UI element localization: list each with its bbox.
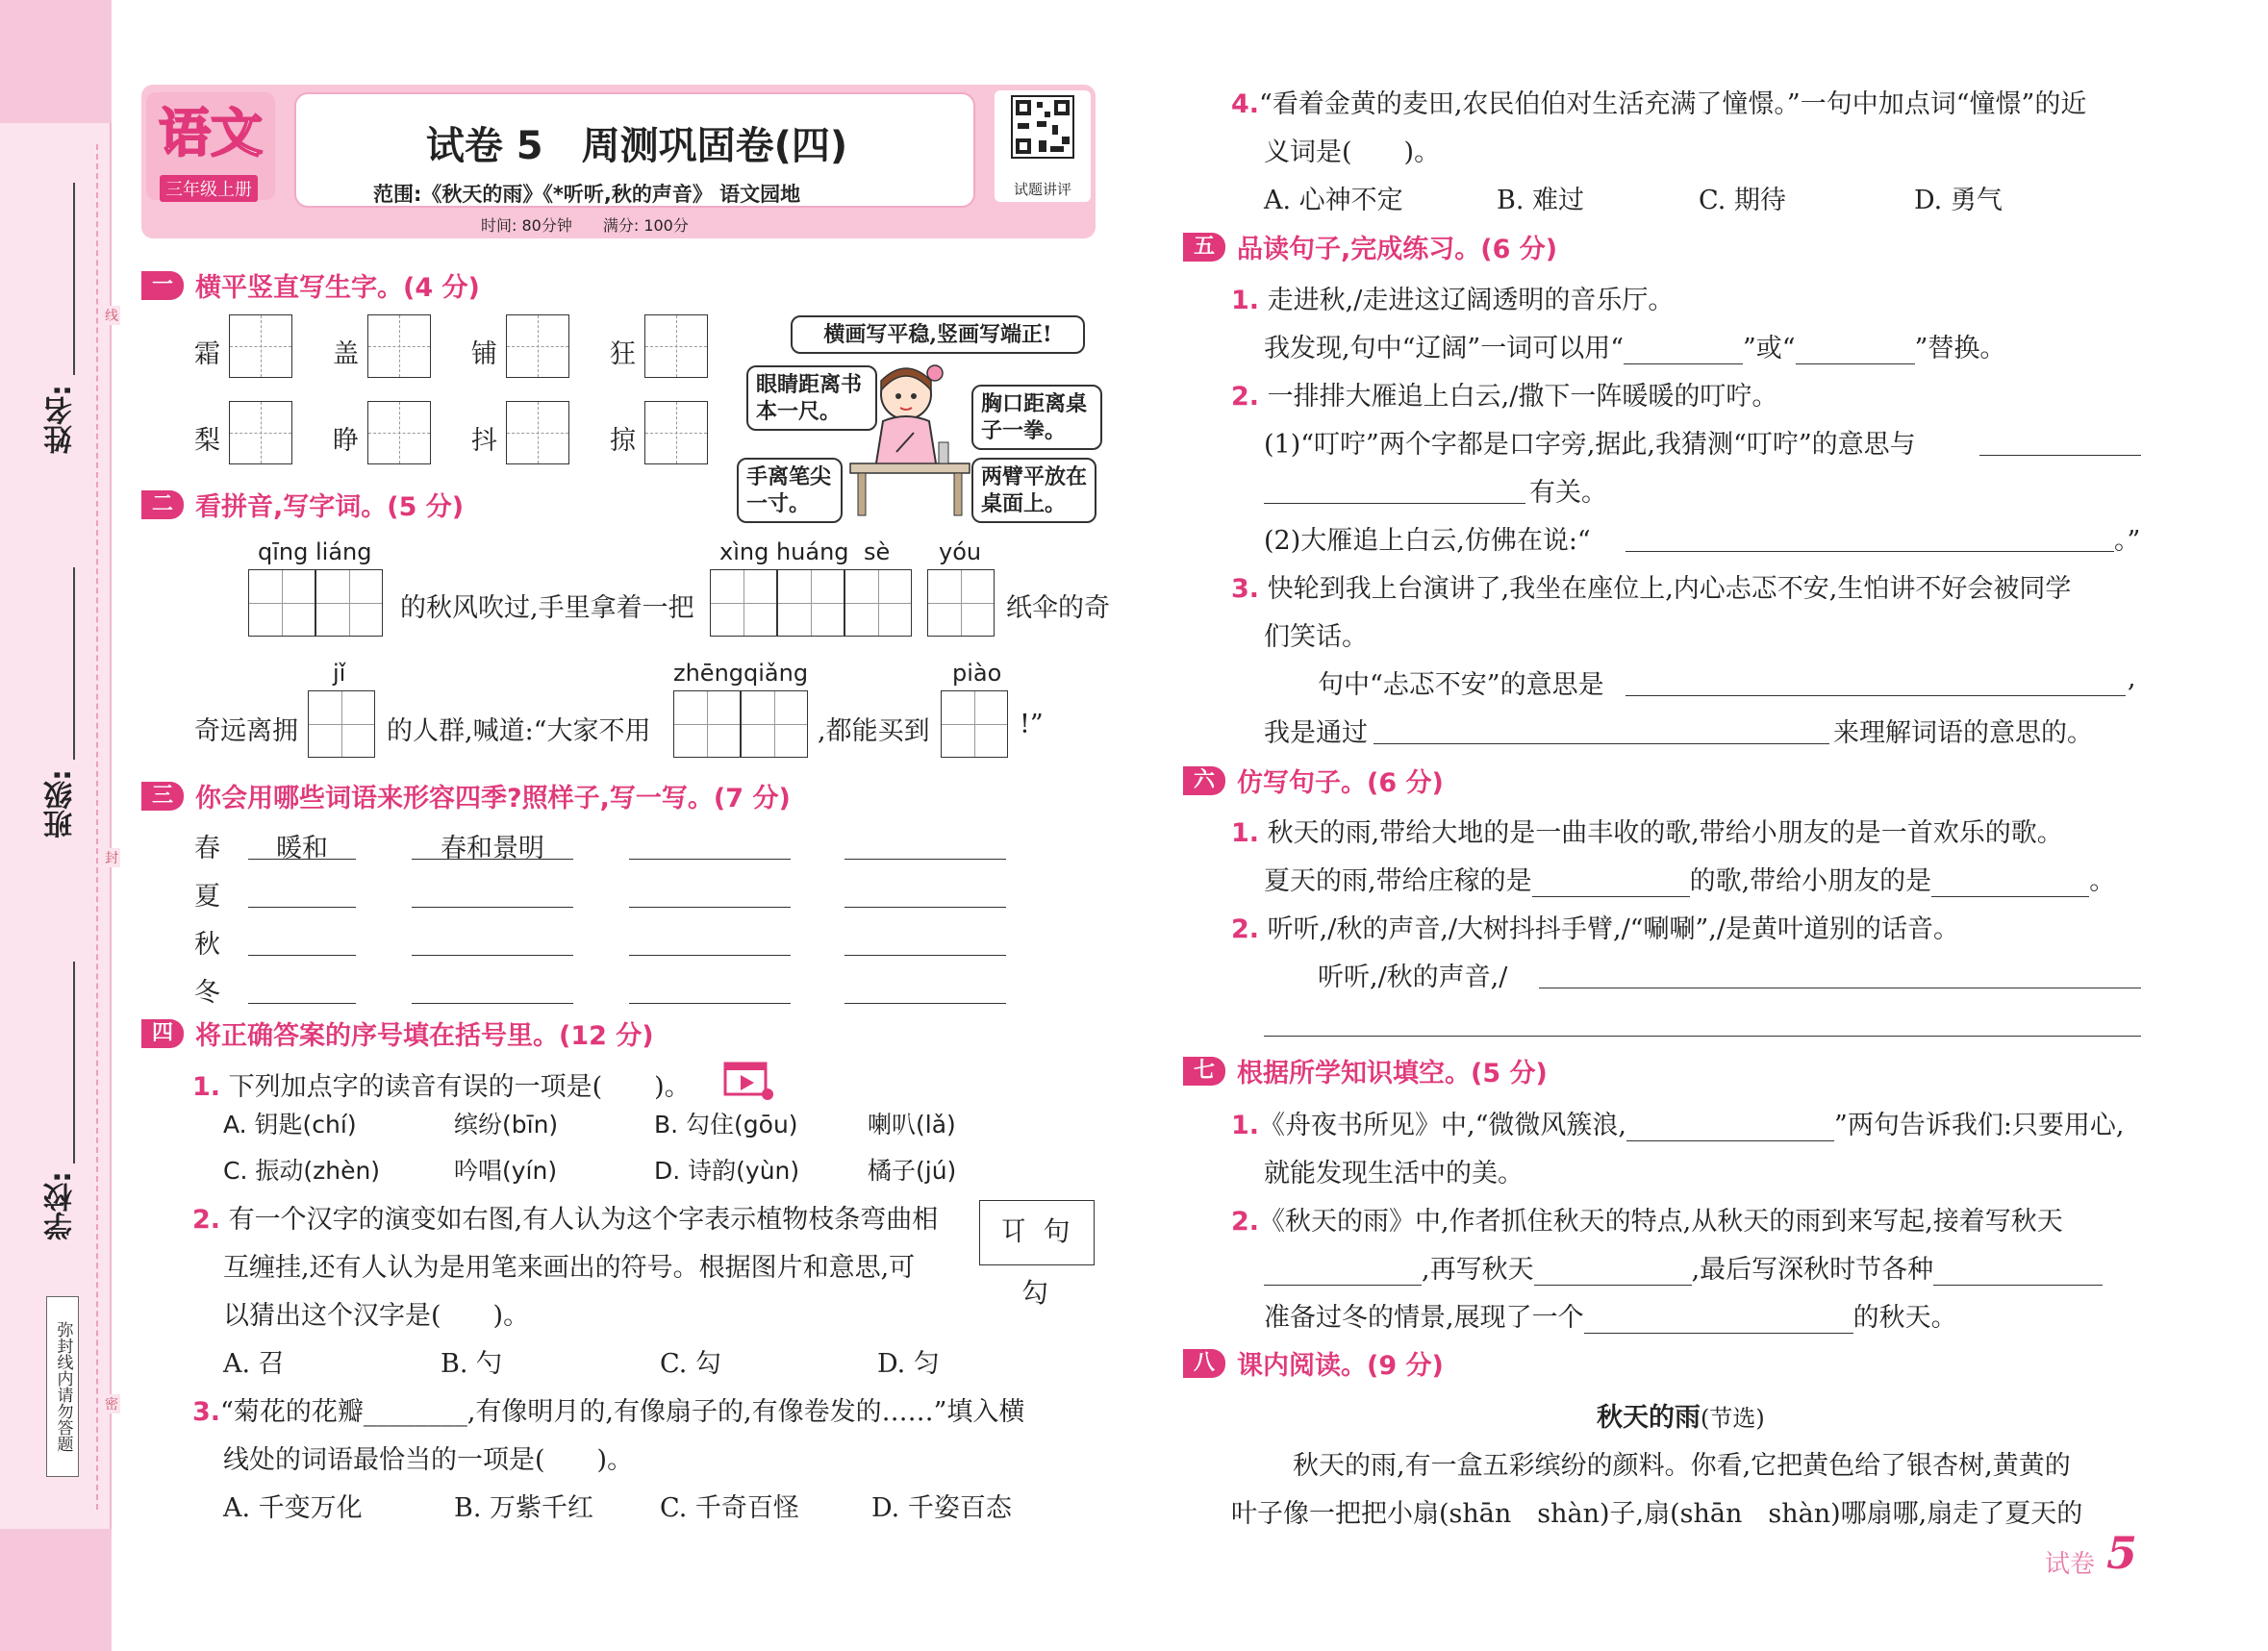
passage-title-text: 秋天的雨: [1597, 1403, 1701, 1433]
option-4-1-b2: 喇叭(lǎ): [868, 1111, 956, 1138]
write-box[interactable]: [367, 401, 431, 464]
section-1-heading: [141, 266, 480, 304]
class-line[interactable]: [73, 567, 75, 760]
question-6-2-line2: 听听,/秋的声音,/: [1318, 963, 1508, 992]
seal-char-3: 密: [103, 1394, 120, 1413]
question-7-2: 2.《秋天的雨》中,作者抓住秋天的特点,从秋天的雨到来写起,接着写秋天: [1231, 1207, 2063, 1237]
season-autumn: 秋: [194, 930, 220, 960]
option-4-1-a2: 缤纷(bīn): [454, 1111, 559, 1138]
sentence-part-2: 纸伞的奇: [1006, 593, 1110, 623]
pinyin-1: qīng liáng: [258, 538, 372, 565]
sidebar-top-band: [0, 0, 112, 123]
question-5-3-line4a: 我是通过: [1264, 718, 1368, 748]
blank[interactable]: [1933, 1255, 2103, 1286]
option-4-1-b1: B. 勾住(gōu): [654, 1111, 798, 1138]
section-2-number: 二: [141, 490, 184, 519]
write-box[interactable]: [506, 401, 569, 464]
text: ,再写秋天: [1422, 1255, 1534, 1285]
blank[interactable]: [1534, 1255, 1692, 1286]
question-7-2-line2: [1264, 1248, 2103, 1286]
question-5-2-sub1-end: 有关。: [1529, 478, 1607, 508]
option-4-2-c: C. 勾: [660, 1349, 721, 1379]
sentence-part-1: 的秋风吹过,手里拿着一把: [400, 593, 694, 623]
char-label-8: 掠: [610, 426, 636, 456]
question-4-2: 2. 有一个汉字的演变如右图,有人认为这个字表示植物枝条弯曲相: [192, 1205, 939, 1235]
question-5-2-sub1: (1)“叮咛”两个字都是口字旁,据此,我猜测“叮咛”的意思与: [1264, 430, 1916, 460]
pinyin-5: jǐ: [333, 660, 346, 687]
qr-code-icon: [995, 90, 1091, 177]
section-3-title: 你会用哪些词语来形容四季?照样子,写一写。(7 分): [195, 784, 791, 813]
question-5-3-line4b: 来理解词语的意思的。: [1833, 718, 2093, 748]
option-4-3-b: B. 万紫千红: [454, 1493, 594, 1523]
name-line[interactable]: [73, 183, 75, 375]
section-4-title: 将正确答案的序号填在括号里。(12 分): [195, 1021, 654, 1051]
section-2-heading: [141, 486, 464, 523]
write-box[interactable]: [229, 401, 292, 464]
text: ”或“: [1743, 334, 1796, 363]
write-box[interactable]: [229, 314, 292, 378]
pinyin-6: zhēngqiǎng: [673, 660, 809, 687]
question-4-4-line2: 义词是( )。: [1264, 138, 1441, 167]
question-5-2-sub2: (2)大雁追上白云,仿佛在说:“: [1264, 526, 1591, 556]
write-box[interactable]: [710, 569, 777, 637]
season-answer[interactable]: [629, 923, 791, 956]
section-6-heading: [1183, 762, 1444, 799]
blank[interactable]: [1373, 712, 1829, 744]
blank[interactable]: [1264, 1004, 2141, 1037]
write-box[interactable]: [644, 401, 708, 464]
season-answer[interactable]: [629, 827, 791, 860]
posture-bubble-eyes: 眼睛距离书本一尺。: [746, 365, 877, 431]
question-5-1-answer: [1264, 327, 2005, 364]
question-5-3: 3. 快轮到我上台演讲了,我坐在座位上,内心忐忑不安,生怕讲不好会被同学: [1231, 574, 2072, 604]
season-answer[interactable]: [844, 923, 1006, 956]
char-label-6: 睁: [333, 426, 359, 456]
question-text: 下列加点字的读音有误的一项是( )。: [228, 1072, 691, 1102]
text: 准备过冬的情景,展现了一个: [1264, 1303, 1584, 1333]
blank[interactable]: [1931, 866, 2089, 897]
write-box[interactable]: [927, 569, 995, 637]
char-label-1: 霜: [194, 339, 220, 369]
school-line[interactable]: [73, 962, 75, 1163]
char-label-5: 梨: [194, 426, 220, 456]
section-6-number: 六: [1183, 766, 1225, 795]
season-answer[interactable]: [844, 971, 1006, 1004]
passage-title: [1597, 1396, 1765, 1434]
question-6-1: 1. 秋天的雨,带给大地的是一曲丰收的歌,带给小朋友的是一首欢乐的歌。: [1231, 818, 2063, 848]
subject-label: 语文: [159, 103, 263, 163]
seal-char-1: 线: [103, 306, 120, 325]
text: 我发现,句中“辽阔”一词可以用“: [1264, 334, 1624, 363]
pinyin-4: yóu: [939, 538, 982, 565]
question-6-1-answer: 夏天的雨,带给庄稼的是 的歌,带给小朋友的是 。: [1264, 866, 2116, 896]
passage-line-1: 秋天的雨,有一盒五彩缤纷的颜料。你看,它把黄色给了银杏树,黄黄的: [1293, 1451, 2071, 1481]
season-answer[interactable]: [844, 875, 1006, 908]
pinyin-2: xìng huáng: [719, 538, 849, 565]
write-box[interactable]: [315, 569, 383, 637]
section-7-title: 根据所学知识填空。(5 分): [1237, 1059, 1548, 1088]
char-evolution-image: 㔿 句 勾: [979, 1200, 1095, 1265]
page-title: 试卷 5 周测巩固卷(四): [425, 124, 848, 168]
question-text: 《秋天的雨》中,作者抓住秋天的特点,从秋天的雨到来写起,接着写秋天: [1259, 1207, 2063, 1237]
question-text: 秋天的雨,带给大地的是一曲丰收的歌,带给小朋友的是一首欢乐的歌。: [1267, 818, 2063, 848]
season-answer[interactable]: [248, 923, 356, 956]
blank[interactable]: [1264, 1255, 1422, 1286]
option-4-1-d1: D. 诗韵(yùn): [654, 1157, 800, 1185]
section-1-number: 一: [141, 271, 184, 300]
season-answer[interactable]: [412, 875, 573, 908]
write-box[interactable]: [367, 314, 431, 378]
posture-bubble-hand: 手离笔尖一寸。: [737, 458, 843, 523]
option-4-1-a1: A. 钥匙(chí): [223, 1111, 357, 1138]
season-answer[interactable]: 春和景明: [412, 827, 573, 860]
section-8-heading: [1183, 1344, 1444, 1382]
question-4-3: 3.“菊花的花瓣________,有像明月的,有像扇子的,有像卷发的……”填入横: [192, 1397, 1025, 1427]
season-answer[interactable]: [629, 971, 791, 1004]
grade-badge: 三年级上册: [160, 175, 258, 202]
blank[interactable]: [1584, 1303, 1853, 1334]
blank[interactable]: [1539, 956, 2141, 988]
question-7-2-line3: [1264, 1296, 1957, 1334]
question-text: 一排排大雁追上白云,/撒下一阵暖暖的叮咛。: [1267, 382, 1778, 412]
text: ”两句告诉我们:只要用心,: [1834, 1111, 2125, 1140]
school-label: 学校:: [44, 1171, 78, 1240]
section-5-title: 品读句子,完成练习。(6 分): [1237, 235, 1558, 264]
season-answer[interactable]: [844, 827, 1006, 860]
question-5-2: 2. 一排排大雁追上白云,/撒下一阵暖暖的叮咛。: [1231, 382, 1778, 412]
text: 的秋天。: [1852, 1303, 1957, 1333]
option-4-1-c2: 吟唱(yín): [454, 1157, 558, 1185]
question-7-1: 1.《舟夜书所见》中,“微微风簇浪, ”两句告诉我们:只要用心,: [1231, 1111, 2125, 1140]
sentence-part-3: 奇远离拥: [194, 716, 298, 746]
char-label-4: 狂: [610, 339, 636, 369]
question-4-3-line2: 线处的词语最恰当的一项是( )。: [223, 1445, 634, 1475]
season-summer: 夏: [194, 882, 220, 912]
season-spring: 春: [194, 834, 220, 863]
video-play-icon[interactable]: [723, 1058, 777, 1102]
season-answer[interactable]: 暖和: [248, 827, 356, 860]
posture-bubble-arms: 两臂平放在桌面上。: [971, 458, 1096, 523]
season-answer[interactable]: [629, 875, 791, 908]
question-text: 走进秋,/走进这辽阔透明的音乐厅。: [1267, 286, 1675, 315]
question-4-4: 4.“看着金黄的麦田,农民伯伯对生活充满了憧憬。”一句中加点词“憧憬”的近: [1231, 89, 2087, 119]
option-4-1-c1: C. 振动(zhèn): [223, 1157, 381, 1185]
write-box[interactable]: [308, 690, 375, 758]
option-4-2-b: B. 勺: [441, 1349, 503, 1379]
posture-bubble-top: 横画写平稳,竖画写端正!: [791, 315, 1085, 354]
season-answer[interactable]: [412, 923, 573, 956]
question-text: 有一个汉字的演变如右图,有人认为这个字表示植物枝条弯曲相: [228, 1205, 939, 1235]
section-8-title: 课内阅读。(9 分): [1237, 1351, 1444, 1381]
sentence-part-6: !”: [1020, 710, 1044, 739]
question-5-2-sub2-end: 。”: [2114, 526, 2141, 556]
question-6-2: 2. 听听,/秋的声音,/大树抖抖手臂,/“唰唰”,/是黄叶道别的话音。: [1231, 914, 1959, 944]
season-answer[interactable]: [412, 971, 573, 1004]
blank[interactable]: [1626, 1111, 1834, 1141]
section-4-number: 四: [141, 1019, 184, 1048]
section-3-heading: [141, 777, 791, 814]
write-box[interactable]: [644, 314, 708, 378]
section-2-title: 看拼音,写字词。(5 分): [195, 492, 465, 522]
text: 夏天的雨,带给庄稼的是: [1264, 866, 1532, 896]
write-box[interactable]: [248, 569, 315, 637]
footer-label: 试卷: [2045, 1550, 2096, 1579]
write-box[interactable]: [741, 690, 808, 758]
section-8-number: 八: [1183, 1349, 1225, 1378]
blank[interactable]: [1625, 519, 2114, 552]
text: ”替换。: [1914, 334, 2006, 363]
option-4-2-d: D. 匀: [877, 1349, 940, 1379]
option-4-1-d2: 橘子(jú): [868, 1157, 957, 1185]
qr-code[interactable]: [995, 90, 1091, 202]
option-4-4-b: B. 难过: [1497, 186, 1585, 215]
sentence-part-5: ,都能买到: [818, 716, 930, 746]
option-4-3-a: A. 千变万化: [223, 1493, 363, 1523]
blank[interactable]: [1979, 423, 2141, 456]
text: ,最后写深秋时节各种: [1691, 1255, 1934, 1285]
passage-line-2: 叶子像一把把小扇(shān shàn)子,扇(shān shàn)哪扇哪,扇走了夏天的: [1231, 1499, 2083, 1529]
option-4-4-a: A. 心神不定: [1264, 186, 1403, 215]
season-winter: 冬: [194, 978, 220, 1008]
section-7-number: 七: [1183, 1057, 1225, 1086]
pinyin-7: piào: [952, 660, 1002, 687]
pinyin-3: sè: [864, 538, 891, 565]
exam-meta: 时间: 80分钟 满分: 100分: [481, 216, 689, 235]
blank[interactable]: [1532, 866, 1690, 897]
page-number: 5: [2106, 1527, 2138, 1579]
section-3-number: 三: [141, 782, 184, 811]
blank[interactable]: [1264, 471, 1525, 504]
write-box[interactable]: [777, 569, 844, 637]
seal-dashed-line: [96, 144, 98, 1510]
question-text: 听听,/秋的声音,/大树抖抖手臂,/“唰唰”,/是黄叶道别的话音。: [1267, 914, 1959, 944]
class-label: 班级:: [44, 769, 78, 838]
blank[interactable]: [1796, 334, 1915, 364]
question-text: 《舟夜书所见》中,“微微风簇浪,: [1259, 1111, 1627, 1140]
student-writing-illustration: [837, 356, 981, 517]
section-6-title: 仿写句子。(6 分): [1237, 768, 1444, 798]
option-4-2-a: A. 召: [223, 1349, 285, 1379]
posture-bubble-chest: 胸口距离桌子一拳。: [971, 385, 1102, 450]
sentence-part-4: 的人群,喊道:“大家不用: [387, 716, 651, 746]
qr-label: 试题讲评: [1013, 181, 1071, 198]
question-5-3-line3: 句中“忐忑不安”的意思是: [1318, 670, 1604, 700]
write-box[interactable]: [844, 569, 912, 637]
char-label-3: 铺: [471, 339, 497, 369]
passage-note: (节选): [1701, 1405, 1765, 1432]
char-label-2: 盖: [333, 339, 359, 369]
comma: ,: [2128, 663, 2136, 693]
question-4-2-line3: 以猜出这个汉字是( )。: [223, 1301, 530, 1331]
question-7-1-line2: 就能发现生活中的美。: [1264, 1159, 1524, 1188]
question-text: 快轮到我上台演讲了,我坐在座位上,内心忐忑不安,生怕讲不好会被同学: [1267, 574, 2072, 604]
section-1-title: 横平竖直写生字。(4 分): [195, 273, 480, 303]
question-4-1: 1. 下列加点字的读音有误的一项是( )。: [192, 1072, 691, 1102]
question-5-3-line2: 们笑话。: [1264, 622, 1368, 652]
option-4-3-d: D. 千姿百态: [871, 1493, 1012, 1523]
write-box[interactable]: [673, 690, 741, 758]
text: 的歌,带给小朋友的是: [1689, 866, 1932, 896]
subject-logo: [146, 92, 275, 200]
scope-range: 范围:《秋天的雨》《*听听,秋的声音》 语文园地: [373, 183, 801, 206]
write-box[interactable]: [941, 690, 1008, 758]
section-7-heading: [1183, 1052, 1548, 1089]
seal-notice: 弥封线内请勿答题: [46, 1296, 79, 1477]
option-4-4-c: C. 期待: [1699, 186, 1786, 215]
sidebar-bottom-band: [0, 1529, 112, 1651]
question-4-2-line2: 互缠挂,还有人认为是用笔来画出的符号。根据图片和意思,可: [223, 1253, 916, 1283]
blank[interactable]: [1625, 663, 2126, 696]
section-5-heading: [1183, 228, 1557, 265]
question-5-1: 1. 走进秋,/走进这辽阔透明的音乐厅。: [1231, 286, 1675, 315]
section-4-heading: [141, 1014, 654, 1052]
seal-char-2: 封: [103, 848, 120, 867]
season-answer[interactable]: [248, 875, 356, 908]
season-answer[interactable]: [248, 971, 356, 1004]
question-text: “看着金黄的麦田,农民伯伯对生活充满了憧憬。”一句中加点词“憧憬”的近: [1259, 89, 2087, 119]
name-label: 姓名:: [44, 385, 78, 454]
option-4-4-d: D. 勇气: [1914, 186, 2003, 215]
char-label-7: 抖: [471, 426, 497, 456]
question-text: “菊花的花瓣________,有像明月的,有像扇子的,有像卷发的……”填入横: [220, 1397, 1025, 1427]
blank[interactable]: [1624, 334, 1743, 364]
write-box[interactable]: [506, 314, 569, 378]
section-5-number: 五: [1183, 233, 1225, 262]
option-4-3-c: C. 千奇百怪: [660, 1493, 799, 1523]
